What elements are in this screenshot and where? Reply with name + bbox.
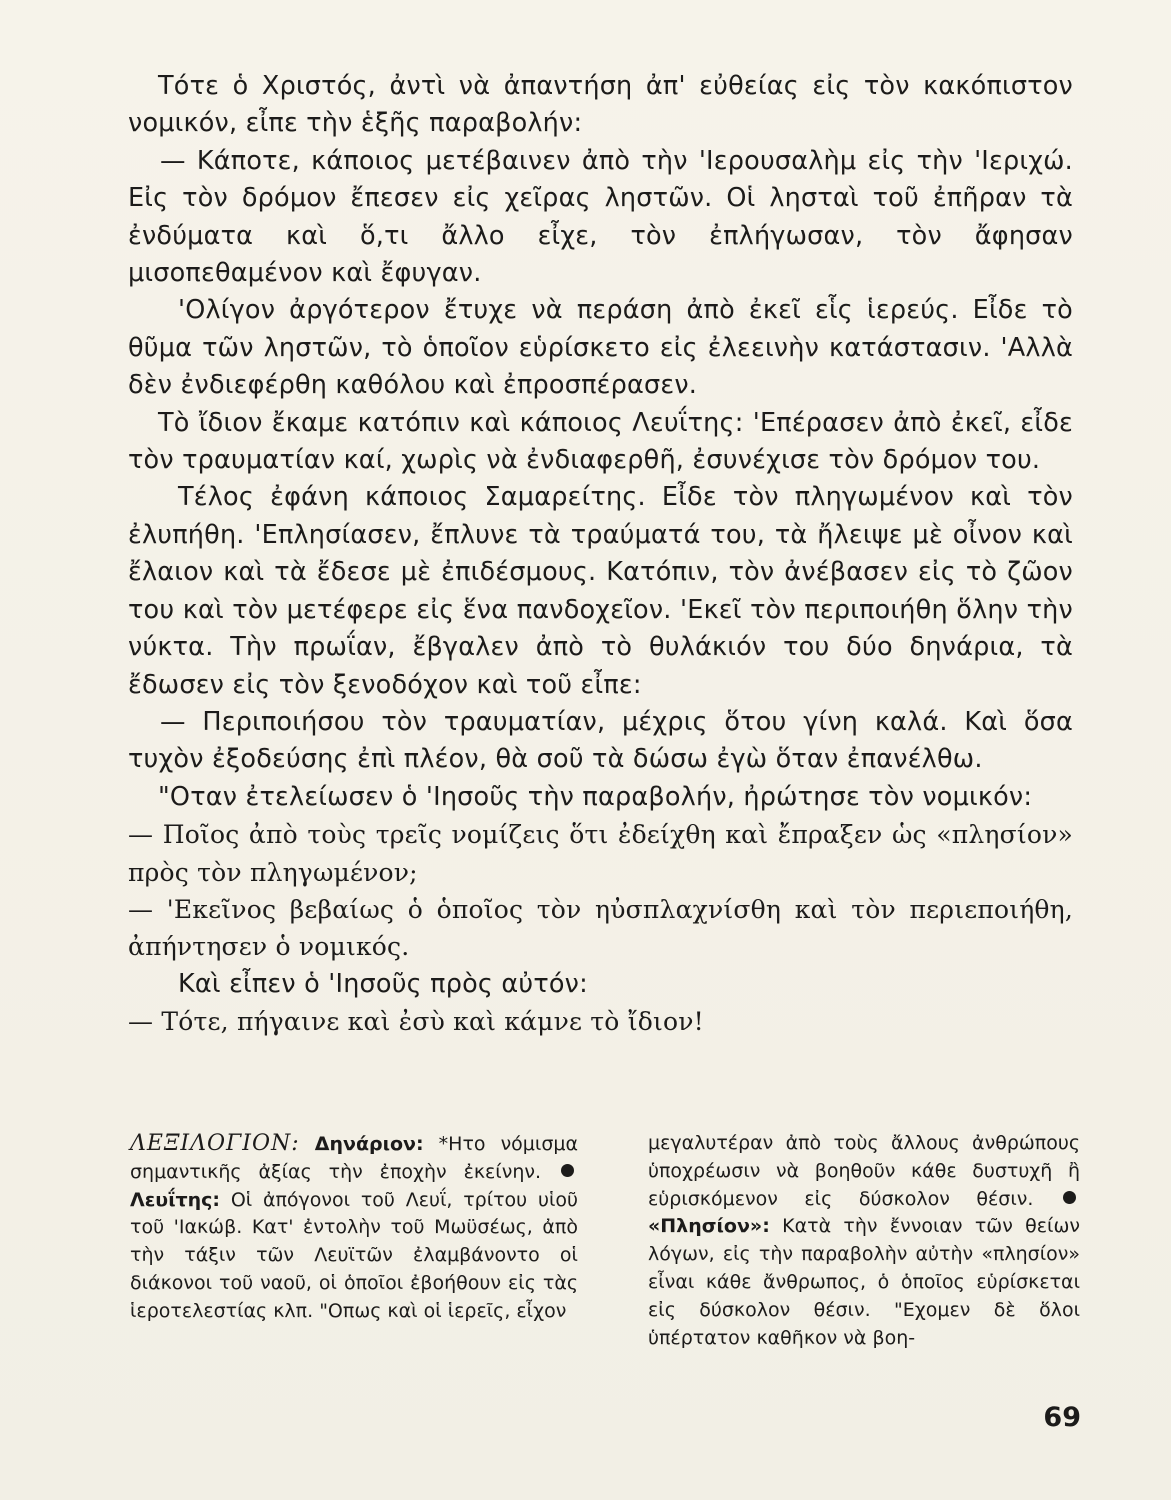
glossary-column-right: [648, 1130, 1080, 1352]
paragraph-samaritan: Τέλος ἐφάνη κάποιος Σαμαρείτης. Εἶδε τὸν πληγωμένον καὶ τὸν ἐλυπήθη. 'Επλησίασεν, ἔπλυνε τὰ τραύματά του, τὰ ἤλειψε μὲ οἶνον καὶ ἔλαιον καὶ τὰ ἔδεσε μὲ ἐπιδέσμους. Κατόπιν, τὸν ἀνέβασεν εἰς τὸ ζῶον του καὶ τὸν μετέφερε εἰς ἕνα πανδοχεῖον. 'Εκεῖ τὸν περιποιήθη ὅλην τὴν νύκτα. Τὴν πρωΐαν, ἔβγαλεν ἀπὸ τὸ θυλάκιόν του δύο δηνάρια, τὰ ἔδωσεν εἰς τὸν ξενοδόχον καὶ τοῦ εἶπε:: [128, 482, 1073, 700]
paragraph-answer: — 'Εκεῖνος βεβαίως ὁ ὁποῖος τὸν ηὐσπλαχνίσθη καὶ τὸν περιεποιήθη, ἀπήντησεν ὁ νομικός.: [128, 894, 1073, 962]
glossary-column-left: [130, 1130, 578, 1352]
paragraph-parable-start: — Κάποτε, κάποιος μετέβαινεν ἀπὸ τὴν 'Ιερουσαλὴμ εἰς τὴν 'Ιεριχώ. Εἰς τὸν δρόμον ἔπεσεν εἰς χεῖρας ληστῶν. Οἱ λησταὶ τοῦ ἐπῆραν τὰ ἐνδύματα καὶ ὅ,τι ἄλλο εἶχε, τὸν ἐπλήγωσαν, τὸν ἄφησαν μισοπεθαμένον καὶ ἔφυγαν.: [128, 145, 1073, 289]
glossary-term: Λευΐτης:: [130, 1188, 221, 1211]
main-text: [128, 68, 1073, 1041]
page-number: 69: [1043, 1402, 1081, 1433]
glossary-title: ΛΕΞΙΛΟΓΙΟΝ:: [130, 1131, 300, 1156]
paragraph-priest: 'Ολίγον ἀργότερον ἔτυχε νὰ περάση ἀπὸ ἐκεῖ εἷς ἱερεύς. Εἶδε τὸ θῦμα τῶν ληστῶν, τὸ ὁποῖον εὑρίσκετο εἰς ἐλεεινὴν κατάστασιν. 'Αλλὰ δὲν ἐνδιεφέρθη καθόλου καὶ ἐπροσπέρασεν.: [128, 295, 1073, 401]
glossary-definition: μεγαλυτέραν ἀπὸ τοὺς ἄλλους ἀνθρώπους ὑποχρέωσιν νὰ βοηθοῦν κάθε δυστυχῆ ἢ εὑρισκόμενον εἰς δύσκολον θέσιν.: [648, 1132, 1080, 1210]
paragraph-intro: Τότε ὁ Χριστός, ἀντὶ νὰ ἀπαντήση ἀπ' εὐθείας εἰς τὸν κακόπιστον νομικόν, εἶπε τὴν ἑξῆς παραβολήν:: [128, 71, 1073, 139]
glossary-definition: Οἱ ἀπόγονοι τοῦ Λευΐ, τρίτου υἱοῦ τοῦ 'Ιακώβ. Κατ' ἐντολὴν τοῦ Μωϋσέως, ἀπὸ τὴν τάξιν τῶν Λευϊτῶν ἐλαμβάνοντο οἱ διάκονοι τοῦ ναοῦ, οἱ ὁποῖοι ἐβοήθουν εἰς τὰς ἱεροτελεστίας κλπ. "Οπως καὶ οἱ ἱερεῖς, εἶχον: [130, 1188, 578, 1322]
bullet-icon: [561, 1164, 574, 1177]
paragraph-levite: Τὸ ἴδιον ἔκαμε κατόπιν καὶ κάποιος Λευΐτης: 'Επέρασεν ἀπὸ ἐκεῖ, εἶδε τὸν τραυματίαν καί, χωρὶς νὰ ἐνδιαφερθῆ, ἐσυνέχισε τὸν δρόμον του.: [128, 407, 1073, 476]
glossary-term: «Πλησίον»:: [648, 1215, 770, 1238]
paragraph-jesus-reply: Καὶ εἶπεν ὁ 'Ιησοῦς πρὸς αὐτόν:: [178, 968, 588, 999]
glossary-definition: *Ητο νόμισμα σημαντικῆς ἀξίας τὴν ἐποχὴν ἐκείνην.: [130, 1133, 578, 1183]
glossary-definition: Κατὰ τὴν ἔννοιαν τῶν θείων λόγων, εἰς τὴν παραβολὴν αὐτὴν «πλησίον» εἶναι κάθε ἄνθρωπος, ὁ ὁποῖος εὑρίσκεται εἰς δύσκολον θέσιν. "Εχομεν δὲ ὅλοι ὑπέρτατον καθῆκον νὰ βοη-: [648, 1215, 1081, 1349]
glossary: [130, 1130, 1080, 1352]
paragraph-question: — Ποῖος ἀπὸ τοὺς τρεῖς νομίζεις ὅτι ἐδείχθη καὶ ἔπραξεν ὡς «πλησίον» πρὸς τὸν πληγωμένον;: [128, 820, 1073, 887]
paragraph-samaritan-speech: — Περιποιήσου τὸν τραυματίαν, μέχρις ὅτου γίνη καλά. Καὶ ὅσα τυχὸν ἐξοδεύσης ἐπὶ πλέον, θὰ σοῦ τὰ δώσω ἐγὼ ὅταν ἐπανέλθω.: [128, 706, 1073, 775]
bullet-icon: [1063, 1191, 1076, 1204]
paragraph-question-intro: "Οταν ἐτελείωσεν ὁ 'Ιησοῦς τὴν παραβολήν, ἠρώτησε τὸν νομικόν:: [158, 781, 1033, 812]
glossary-term: Δηνάριον:: [314, 1133, 424, 1155]
paragraph-conclusion: — Τότε, πήγαινε καὶ ἐσὺ καὶ κάμνε τὸ ἴδιον!: [128, 1007, 704, 1037]
